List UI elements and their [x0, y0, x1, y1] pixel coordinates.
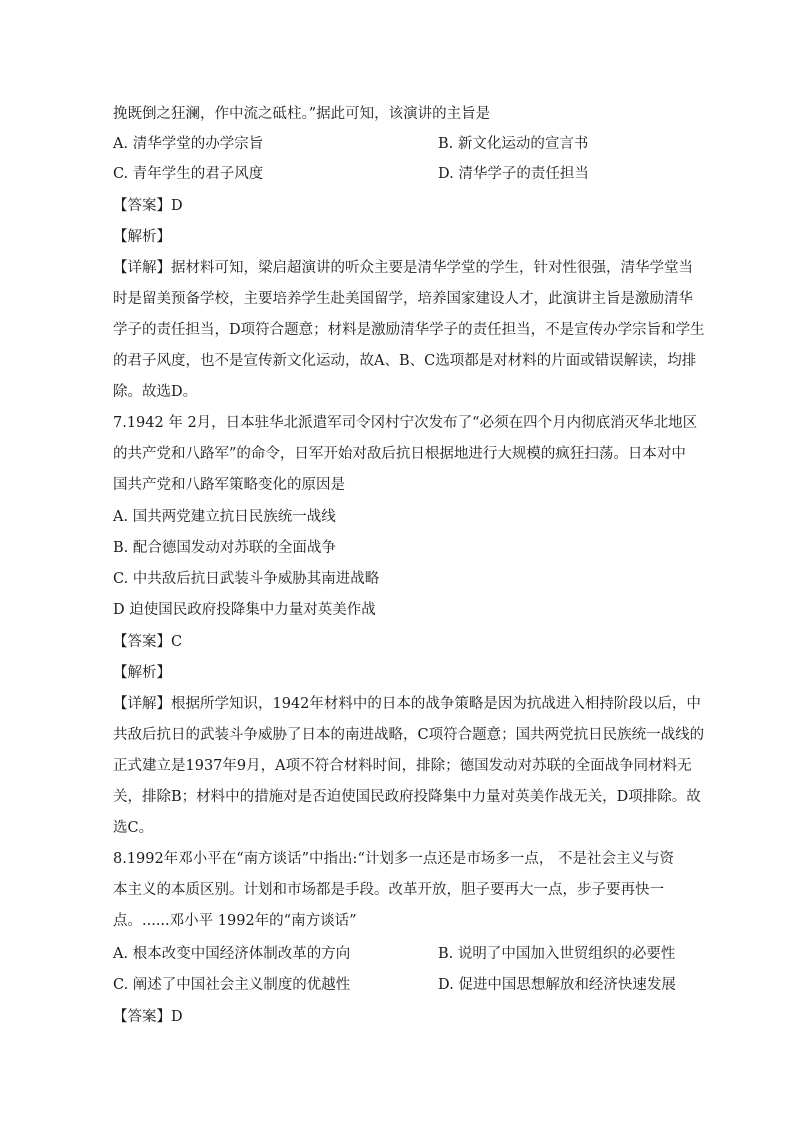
q7-option-c: C. 中共敌后抗日武装斗争威胁其南进战略	[113, 571, 380, 587]
q7-detail-line: 选C。	[113, 820, 154, 836]
q6-detail-line: 除。故选D。	[113, 384, 198, 400]
q7-stem-line: 国共产党和八路军策略变化的原因是	[113, 477, 345, 493]
q7-detail-line: 共敌后抗日的武装斗争威胁了日本的南进战略，C项符合题意；国共两党抗日民族统一战线的	[113, 727, 705, 743]
q6-option-a: A. 清华学堂的办学宗旨	[113, 136, 264, 152]
q6-option-d: D. 清华学子的责任担当	[438, 166, 589, 182]
q7-option-d: D 迫使国民政府投降集中力量对英美作战	[113, 602, 376, 618]
q8-option-d: D. 促进中国思想解放和经济快速发展	[438, 977, 676, 993]
q7-detail-line: 正式建立是1937年9月，A项不符合材料时间，排除；德国发动对苏联的全面战争同材料无	[113, 758, 692, 774]
q7-stem-line: 7.1942 年 2月，日本驻华北派遣军司令冈村宁次发布了“必须在四个月内彻底消灭华北地区	[113, 415, 698, 431]
q6-option-b: B. 新文化运动的宣言书	[438, 136, 589, 152]
q8-stem-line: 8.1992年邓小平在“南方谈话”中指出:“计划多一点还是市场多一点， 不是社会主义与资	[113, 851, 674, 867]
q7-answer: 【答案】C	[113, 634, 183, 650]
q6-detail-line: 学子的责任担当，D项符合题意；材料是激励清华学子的责任担当，不是宣传办学宗旨和学生	[113, 322, 705, 338]
q7-option-b: B. 配合德国发动对苏联的全面战争	[113, 540, 336, 556]
q7-analysis-label: 【解析】	[113, 665, 171, 681]
q8-stem-line: 点。......邓小平 1992年的“南方谈话”	[113, 913, 357, 929]
q6-detail-line: 时是留美预备学校，主要培养学生赴美国留学，培养国家建设人才，此演讲主旨是激励清华	[113, 291, 693, 307]
q6-stem-tail: 挽既倒之狂澜，作中流之砥柱。”据此可知，该演讲的主旨是	[113, 106, 491, 122]
q8-stem-line: 本主义的本质区别。计划和市场都是手段。改革开放，胆子要再大一点，步子要再快一	[113, 882, 664, 898]
q6-option-c: C. 青年学生的君子风度	[113, 166, 264, 182]
q7-option-a: A. 国共两党建立抗日民族统一战线	[113, 509, 336, 525]
q8-option-c: C. 阐述了中国社会主义制度的优越性	[113, 977, 351, 993]
q8-option-a: A. 根本改变中国经济体制改革的方向	[113, 946, 351, 962]
q7-detail-line: 【详解】根据所学知识，1942年材料中的日本的战争策略是因为抗战进入相持阶段以后，中	[113, 696, 701, 712]
q7-detail-line: 关，排除B；材料中的措施对是否迫使国民政府投降集中力量对英美作战无关，D项排除。故	[113, 789, 701, 805]
q6-detail-line: 【详解】据材料可知，梁启超演讲的听众主要是清华学堂的学生，针对性很强，清华学堂当	[113, 260, 693, 276]
q7-stem-line: 的共产党和八路军”的命令，日军开始对敌后抗日根据地进行大规模的疯狂扫荡。日本对中	[113, 446, 686, 462]
q6-detail-line: 的君子风度，也不是宣传新文化运动，故A、B、C选项都是对材料的片面或错误解读，均排	[113, 353, 697, 369]
q6-analysis-label: 【解析】	[113, 229, 171, 245]
q8-option-b: B. 说明了中国加入世贸组织的必要性	[438, 946, 676, 962]
q8-answer: 【答案】D	[113, 1009, 183, 1025]
q6-answer: 【答案】D	[113, 198, 183, 214]
